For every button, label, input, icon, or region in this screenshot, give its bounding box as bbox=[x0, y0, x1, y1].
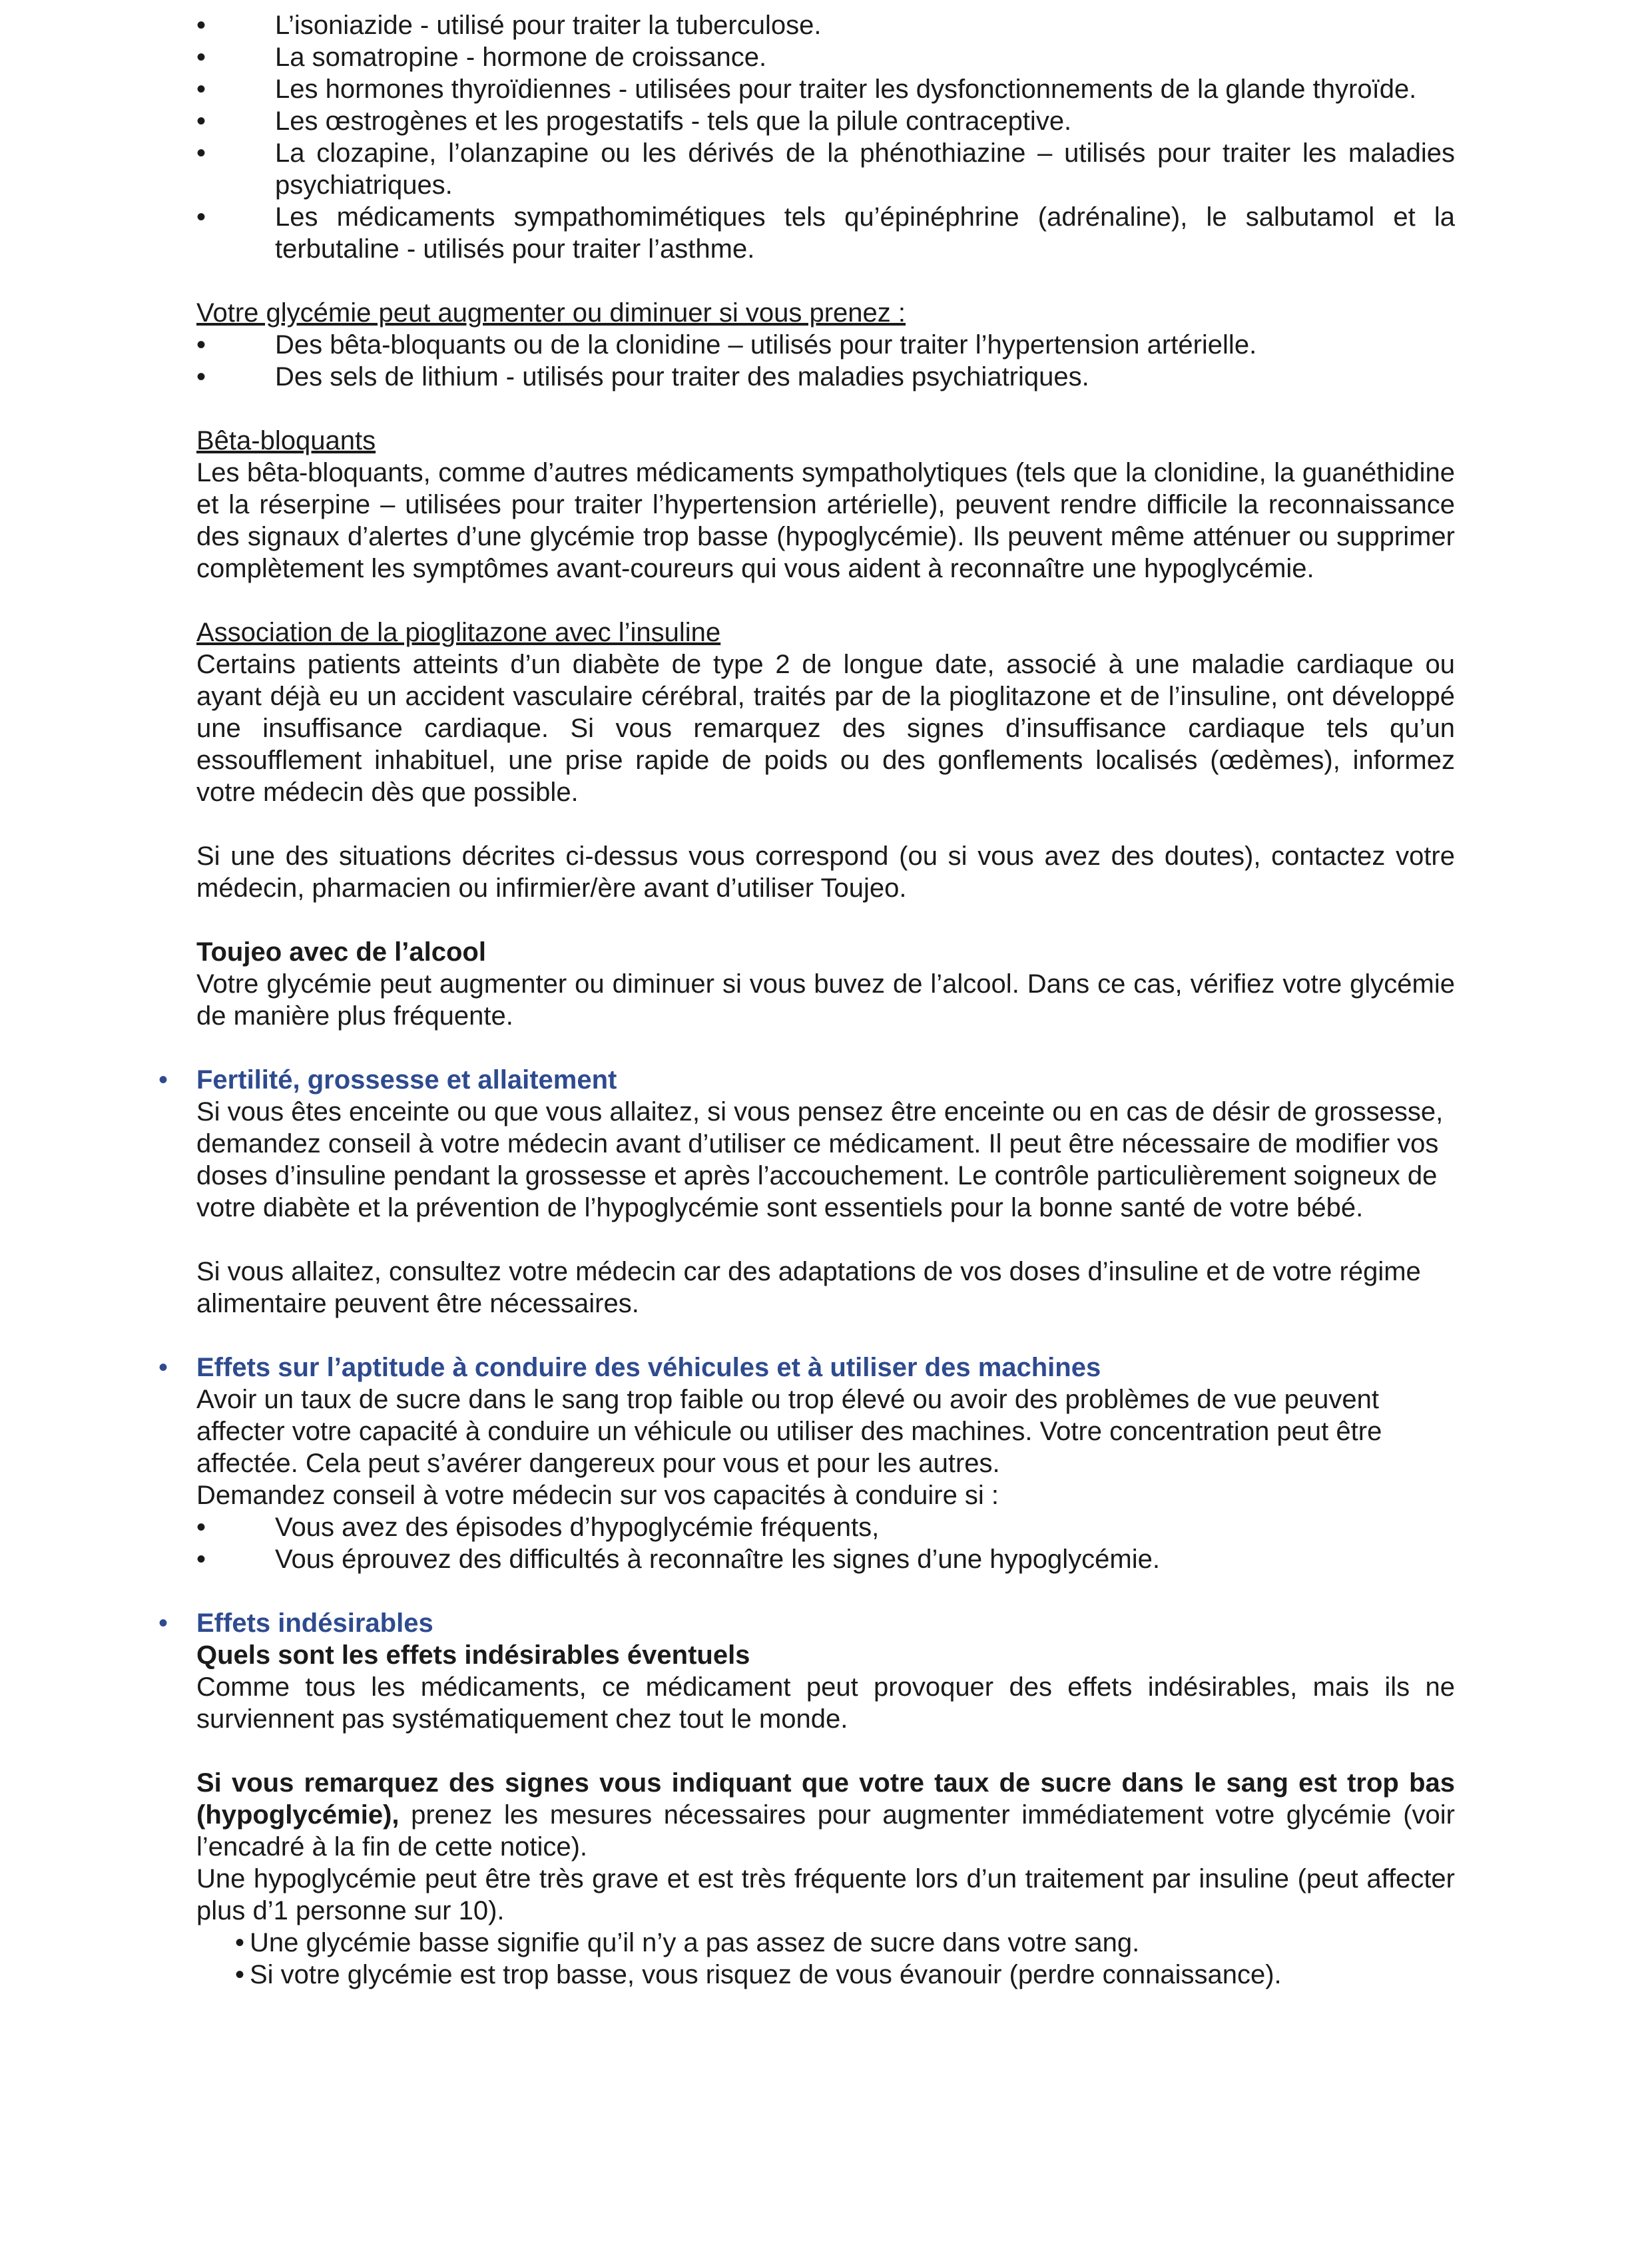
list-item: • L’isoniazide - utilisé pour traiter la tuberculose. bbox=[196, 9, 1455, 41]
alcohol-paragraph: Votre glycémie peut augmenter ou diminuer si vous buvez de l’alcool. Dans ce cas, vérifiez votre glycémie de manière plus fréquente. bbox=[196, 969, 1455, 1031]
contact-paragraph: Si une des situations décrites ci-dessus vous correspond (ou si vous avez des doutes), contactez votre médecin, pharmacien ou infirmier/ère avant d’utiliser Toujeo. bbox=[196, 842, 1455, 903]
list-item: • Les hormones thyroïdiennes - utilisées pour traiter les dysfonctionnements de la glande thyroïde. bbox=[196, 73, 1455, 105]
list-item: • Vous éprouvez des difficultés à reconnaître les signes d’une hypoglycémie. bbox=[196, 1543, 1455, 1575]
list-item: • La clozapine, l’olanzapine ou les dérivés de la phénothiazine – utilisés pour traiter les maladies psychiatriques. bbox=[196, 137, 1455, 201]
side-effects-intro: Comme tous les médicaments, ce médicament peut provoquer des effets indésirables, mais ils ne surviennent pas systématiquement chez tout le monde. bbox=[196, 1672, 1455, 1734]
list-item: • Vous avez des épisodes d’hypoglycémie fréquents, bbox=[196, 1511, 1455, 1543]
driving-paragraph: Avoir un taux de sucre dans le sang trop faible ou trop élevé ou avoir des problèmes de vue peuvent affecter votre capacité à conduire un véhicule ou utiliser des machines. Votre concentration peut être affectée. Cela peut s’avérer dangereux pour vous et pour les autres. bbox=[196, 1385, 1382, 1478]
pioglitazone-heading: Association de la pioglitazone avec l’insuline bbox=[196, 618, 721, 647]
list-item: • Les médicaments sympathomimétiques tels qu’épinéphrine (adrénaline), le salbutamol et la terbutaline - utilisés pour traiter l’asthme. bbox=[196, 201, 1455, 265]
list-item: • Des bêta-bloquants ou de la clonidine – utilisés pour traiter l’hypertension artérielle. bbox=[196, 329, 1455, 361]
beta-bloquants-paragraph: Les bêta-bloquants, comme d’autres médicaments sympatholytiques (tels que la clonidine, la guanéthidine et la réserpine – utilisées pour traiter l’hypertension artérielle), peuvent rendre difficile la reconnaissance des signaux d’alertes d’une glycémie trop basse (hypoglycémie). Ils peuvent même atténuer ou supprimer complètement les symptômes avant-coureurs qui vous aident à reconnaître une hypoglycémie. bbox=[196, 458, 1455, 583]
hypoglycemia-frequency: Une hypoglycémie peut être très grave et est très fréquente lors d’un traitement par insuline (peut affecter plus d’1 personne sur 10). bbox=[196, 1864, 1455, 1925]
side-effects-subheading: Quels sont les effets indésirables éventuels bbox=[196, 1640, 750, 1670]
beta-bloquants-heading: Bêta-bloquants bbox=[196, 426, 376, 455]
driving-ask-line: Demandez conseil à votre médecin sur vos capacités à conduire si : bbox=[196, 1481, 999, 1510]
document-page bbox=[196, 9, 1455, 1991]
list-item: • Des sels de lithium - utilisés pour traiter des maladies psychiatriques. bbox=[196, 361, 1455, 393]
driving-section-heading: • Effets sur l’aptitude à conduire des véhicules et à utiliser des machines bbox=[196, 1352, 1455, 1383]
hypoglycemia-paragraph bbox=[196, 1767, 1455, 1863]
fertility-section-heading: • Fertilité, grossesse et allaitement bbox=[196, 1064, 1455, 1096]
alcohol-heading: Toujeo avec de l’alcool bbox=[196, 937, 486, 967]
list-item: • La somatropine - hormone de croissance. bbox=[196, 41, 1455, 73]
list-item: • Si votre glycémie est trop basse, vous risquez de vous évanouir (perdre connaissance). bbox=[196, 1959, 1455, 1991]
list-item: • Une glycémie basse signifie qu’il n’y a pas assez de sucre dans votre sang. bbox=[196, 1927, 1455, 1959]
breastfeeding-paragraph: Si vous allaitez, consultez votre médecin car des adaptations de vos doses d’insuline et de votre régime alimentaire peuvent être nécessaires. bbox=[196, 1257, 1421, 1318]
side-effects-section-heading: • Effets indésirables bbox=[196, 1607, 1455, 1639]
hypoglycemia-bold-text: Si vous remarquez des signes vous indiquant que votre taux de sucre dans le sang est trop bas (hypoglycémie), bbox=[196, 1768, 1455, 1830]
hypoglycemia-text: prenez les mesures nécessaires pour augmenter immédiatement votre glycémie (voir l’encadré à la fin de cette notice). bbox=[196, 1800, 1455, 1862]
fertility-paragraph: Si vous êtes enceinte ou que vous allaitez, si vous pensez être enceinte ou en cas de désir de grossesse, demandez conseil à votre médecin avant d’utiliser ce médicament. Il peut être nécessaire de modifier vos doses d’insuline pendant la grossesse et après l’accouchement. Le contrôle particulièrement soigneux de votre diabète et la prévention de l’hypoglycémie sont essentiels pour la bonne santé de votre bébé. bbox=[196, 1097, 1444, 1222]
list-item: • Les œstrogènes et les progestatifs - tels que la pilule contraceptive. bbox=[196, 105, 1455, 137]
pioglitazone-paragraph: Certains patients atteints d’un diabète de type 2 de longue date, associé à une maladie cardiaque ou ayant déjà eu un accident vasculaire cérébral, traités par de la pioglitazone et de l’insuline, ont développé une insuffisance cardiaque. Si vous remarquez des signes d’insuffisance cardiaque tels qu’un essoufflement inhabituel, une prise rapide de poids ou des gonflements localisés (œdèmes), informez votre médecin dès que possible. bbox=[196, 650, 1455, 807]
glycemie-heading: Votre glycémie peut augmenter ou diminuer si vous prenez : bbox=[196, 298, 906, 328]
